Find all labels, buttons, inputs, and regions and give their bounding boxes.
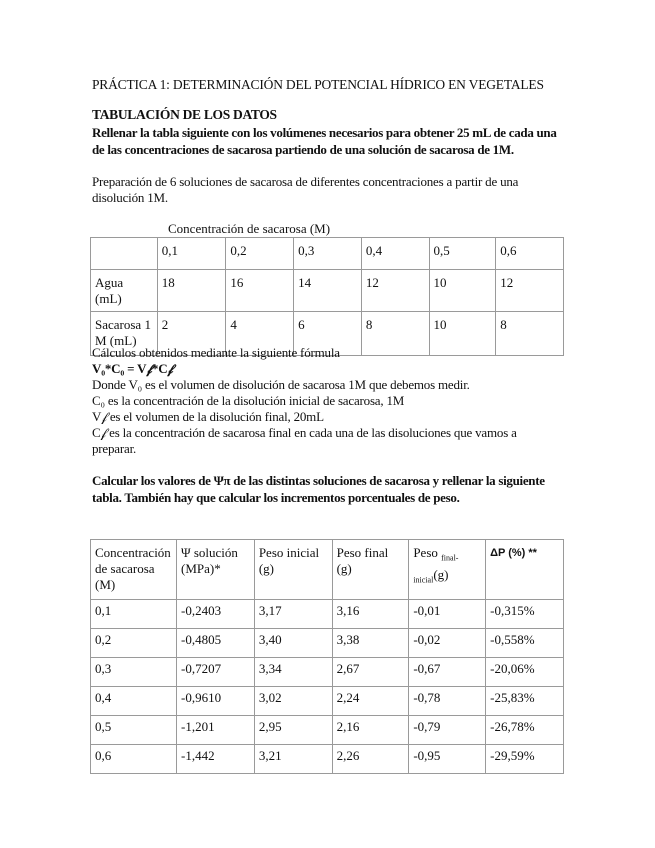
table-header-row	[91, 238, 564, 270]
table-cell: 3,16	[332, 600, 409, 629]
formula: V₀*C₀ = V𝒻*C𝒻	[92, 361, 174, 376]
header-initial-weight: Peso inicial (g)	[254, 540, 332, 600]
page-title: PRÁCTICA 1: DETERMINACIÓN DEL POTENCIAL HÍDRICO EN VEGETALES	[92, 77, 544, 92]
table-cell: 2,16	[332, 716, 409, 745]
table-cell: -0,4805	[176, 629, 254, 658]
table-cell: 0,6	[496, 238, 564, 270]
table-cell: 10	[429, 270, 496, 312]
table-cell: 16	[226, 270, 294, 312]
section-heading: TABULACIÓN DE LOS DATOS	[92, 107, 277, 122]
header-psi	[176, 540, 254, 600]
table-cell: 8	[361, 312, 429, 356]
table-cell	[91, 238, 158, 270]
table-cell: 0,3	[91, 658, 177, 687]
table-row	[91, 687, 564, 716]
prep-paragraph: Preparación de 6 soluciones de sacarosa de diferentes concentraciones a partir de una disolución 1M.	[92, 174, 519, 205]
header-weight-diff	[409, 540, 486, 600]
table-cell: 2	[157, 312, 226, 356]
instruction-2: Calcular los valores de Ψπ de las distintas soluciones de sacarosa y rellenar la siguiente tabla. También hay que calcular los incrementos porcentuales de peso.	[92, 473, 545, 505]
table-cell: 3,17	[254, 600, 332, 629]
table-cell: 2,24	[332, 687, 409, 716]
table-cell: 18	[157, 270, 226, 312]
table-cell: Agua (mL)	[91, 270, 158, 312]
table-cell: -25,83%	[486, 687, 564, 716]
table-cell: 12	[361, 270, 429, 312]
table-cell: Sacarosa 1 M (mL)	[91, 312, 158, 356]
table-cell: 8	[496, 312, 564, 356]
header-weight-diff-label: Peso	[413, 545, 438, 560]
table-row	[91, 270, 564, 312]
table-cell: -0,95	[409, 745, 486, 774]
table-cell: -0,78	[409, 687, 486, 716]
table-cell: 14	[294, 270, 362, 312]
definition-vf: V𝒻 es el volumen de la disolución final, 20mL	[92, 409, 324, 424]
volumes-table	[90, 237, 564, 356]
table-cell: -0,558%	[486, 629, 564, 658]
table-cell: 2,26	[332, 745, 409, 774]
table-cell: -0,2403	[176, 600, 254, 629]
table-row	[91, 658, 564, 687]
table-cell: -0,9610	[176, 687, 254, 716]
table-cell: 0,6	[91, 745, 177, 774]
table-cell: -26,78%	[486, 716, 564, 745]
definition-v0: Donde V₀ es el volumen de disolución de sacarosa 1M que debemos medir.	[92, 377, 470, 392]
table-cell: -0,7207	[176, 658, 254, 687]
definition-cf: C𝒻 es la concentración de sacarosa final en cada una de las disoluciones que vamos a preparar.	[92, 425, 517, 456]
water-potential-table	[90, 539, 564, 774]
table-cell: 0,5	[91, 716, 177, 745]
table-cell: -1,442	[176, 745, 254, 774]
header-delta-p: ΔP (%) **	[486, 540, 564, 600]
table-row	[91, 600, 564, 629]
header-weight-diff-sub: final-inicial	[413, 553, 459, 585]
table-cell: 0,4	[361, 238, 429, 270]
calc-intro: Cálculos obtenidos mediante la siguiente fórmula	[92, 345, 340, 360]
table-cell: 0,2	[91, 629, 177, 658]
table-cell: 12	[496, 270, 564, 312]
header-concentration: Concentración de sacarosa (M)	[91, 540, 177, 600]
table-cell: 0,4	[91, 687, 177, 716]
table-cell: 0,1	[91, 600, 177, 629]
table-row	[91, 716, 564, 745]
header-weight-diff-unit: (g)	[433, 566, 449, 582]
table-row	[91, 629, 564, 658]
table-cell: 2,67	[332, 658, 409, 687]
table-cell: 3,38	[332, 629, 409, 658]
table-cell: -0,79	[409, 716, 486, 745]
table-cell: 2,95	[254, 716, 332, 745]
table-cell: -0,315%	[486, 600, 564, 629]
definition-c0: C₀ es la concentración de la disolución inicial de sacarosa, 1M	[92, 393, 405, 408]
table-cell: 10	[429, 312, 496, 356]
table-cell: 3,21	[254, 745, 332, 774]
table-cell: -20,06%	[486, 658, 564, 687]
table-cell: 3,02	[254, 687, 332, 716]
table-cell: 0,1	[157, 238, 226, 270]
header-psi-unit: (MPa)*	[180, 561, 221, 576]
table-row	[91, 745, 564, 774]
table-cell: -29,59%	[486, 745, 564, 774]
table-cell: 4	[226, 312, 294, 356]
table-cell: -0,01	[409, 600, 486, 629]
table-header-row	[91, 540, 564, 600]
table-cell: 3,40	[254, 629, 332, 658]
table-cell: -0,67	[409, 658, 486, 687]
header-final-weight: Peso final (g)	[332, 540, 409, 600]
table1-caption: Concentración de sacarosa (M)	[168, 221, 331, 236]
header-psi-label: Ψ solución	[180, 545, 238, 560]
instruction-1: Rellenar la tabla siguiente con los volúmenes necesarios para obtener 25 mL de cada una de las concentraciones de sacarosa partiendo de una solución de sacarosa de 1M.	[92, 125, 557, 157]
table-cell: -0,02	[409, 629, 486, 658]
table-cell: 0,5	[429, 238, 496, 270]
table-cell: 3,34	[254, 658, 332, 687]
table-cell: 6	[294, 312, 362, 356]
table-cell: 0,2	[226, 238, 294, 270]
table-cell: 0,3	[294, 238, 362, 270]
table-cell: -1,201	[176, 716, 254, 745]
